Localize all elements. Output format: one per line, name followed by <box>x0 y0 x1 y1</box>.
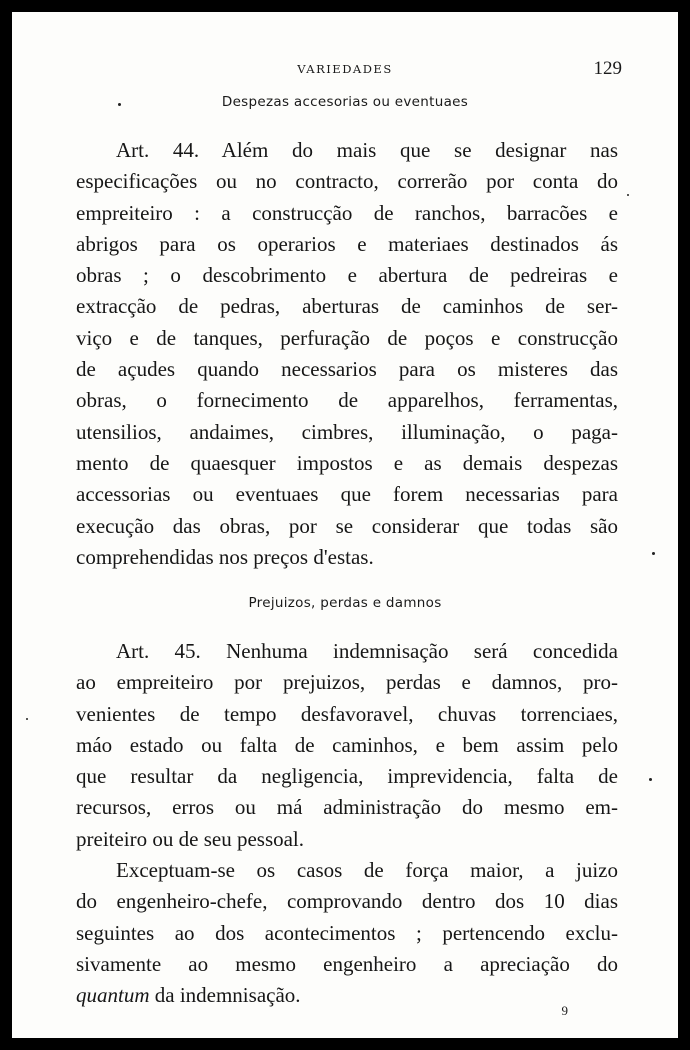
text-line: Art. 44. Além do mais que se designar nas <box>116 138 618 162</box>
print-speck <box>627 194 629 196</box>
print-speck <box>26 718 28 720</box>
text-line: ao empreiteiro por prejuizos, perdas e damnos, pro- <box>76 670 618 695</box>
text-line: máo estado ou falta de caminhos, e bem assim pelo <box>76 732 618 757</box>
text-line: que resultar da negligencia, imprevidencia, falta de <box>76 764 618 789</box>
exceptions-paragraph <box>76 855 618 1011</box>
italic-word: quantum <box>76 983 150 1008</box>
text-line: obras, o fornecimento de apparelhos, ferramentas, <box>76 388 618 413</box>
text-line: Exceptuam-se os casos de força maior, a juizo <box>116 858 618 882</box>
text-line: recursos, erros ou má administração do mesmo em- <box>76 795 618 820</box>
print-speck <box>652 552 655 555</box>
text-line: mento de quaesquer impostos e as demais despezas <box>76 450 618 475</box>
text-line-final <box>76 980 618 1011</box>
text-line: viço e de tanques, perfuração de poços e construcção <box>76 325 618 350</box>
text-line: extracção de pedras, aberturas de caminhos de ser- <box>76 294 618 319</box>
print-speck <box>118 103 121 106</box>
text-line: do engenheiro-chefe, comprovando dentro dos 10 dias <box>76 889 618 914</box>
signature-mark: 9 <box>561 1003 568 1018</box>
text-line: abrigos para os operarios e materiaes destinados ás <box>76 231 618 256</box>
text-line: especificações ou no contracto, correrão por conta do <box>76 169 618 194</box>
text-line: sivamente ao mesmo engenheiro a apreciação do <box>76 951 618 976</box>
section-heading-prejuizos: Prejuizos, perdas e damnos <box>248 595 442 611</box>
text-line: preiteiro ou de seu pessoal. <box>76 826 305 851</box>
print-speck <box>649 778 652 781</box>
text-line: venientes de tempo desfavoravel, chuvas torrenciaes, <box>76 701 618 726</box>
text-line: execução das obras, por se considerar que todas são <box>76 513 618 538</box>
running-head: VARIEDADES <box>297 62 393 76</box>
text-line: comprehendidas nos preços d'estas. <box>76 544 374 569</box>
article-45-paragraph <box>76 636 618 855</box>
text-line: accessorias ou eventuaes que forem necessarias para <box>76 482 618 507</box>
text-fragment: da indemnisação. <box>149 983 301 1008</box>
text-line: seguintes ao dos acontecimentos ; pertencendo exclu- <box>76 920 618 945</box>
book-page <box>12 12 678 1038</box>
page-header <box>12 58 678 82</box>
text-line: Art. 45. Nenhuma indemnisação será concedida <box>116 639 618 663</box>
text-line: obras ; o descobrimento e abertura de pedreiras e <box>76 263 618 288</box>
section-heading-despezas: Despezas accesorias ou eventuaes <box>221 94 469 110</box>
article-44-paragraph <box>76 135 618 573</box>
text-line: de açudes quando necessarios para os misteres das <box>76 357 618 382</box>
page-number: 129 <box>593 58 622 79</box>
text-line: empreiteiro : a construcção de ranchos, barracões e <box>76 200 618 225</box>
text-line: utensilios, andaimes, cimbres, illuminação, o paga- <box>76 419 618 444</box>
